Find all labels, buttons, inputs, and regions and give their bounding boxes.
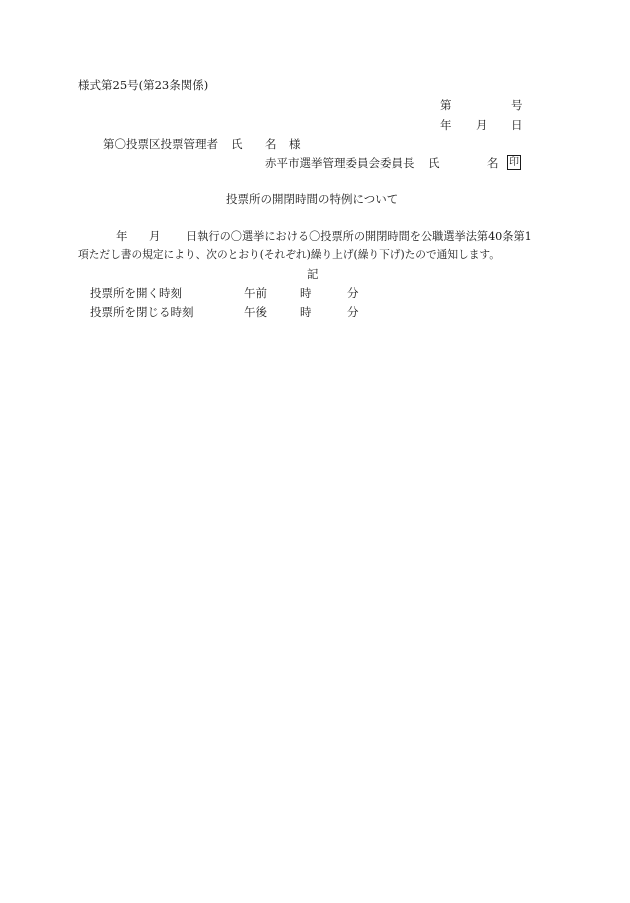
body-line-2: 項ただし書の規定により、次のとおり(それぞれ)繰り上げ(繰り下げ)たので通知します。 xyxy=(78,248,500,261)
schedule-label: 投票所を閉じる時刻 xyxy=(90,305,194,319)
addressee-title: 第〇投票区投票管理者 xyxy=(103,137,218,151)
sender-title: 赤平市選挙管理委員会委員長 xyxy=(265,156,415,170)
schedule-hour: 時 xyxy=(300,286,312,300)
form-label: 様式第25号(第23条関係) xyxy=(78,78,209,92)
subject-title: 投票所の開閉時間の特例について xyxy=(226,192,399,206)
schedule-minute: 分 xyxy=(347,286,359,300)
date-day: 日 xyxy=(511,118,523,132)
body-line-1: 日執行の〇選挙における〇投票所の開閉時間を公職選挙法第40条第1 xyxy=(186,230,532,243)
body-year: 年 xyxy=(116,229,128,243)
ki-label: 記 xyxy=(307,267,319,281)
addressee-name-1: 氏 xyxy=(231,137,243,151)
schedule-period: 午後 xyxy=(244,305,267,319)
date-year: 年 xyxy=(440,118,452,132)
doc-number-suffix: 号 xyxy=(511,98,523,112)
sender-name-2: 名 xyxy=(487,156,499,170)
doc-number-prefix: 第 xyxy=(440,98,452,112)
seal-mark xyxy=(507,155,521,170)
date-month: 月 xyxy=(476,118,488,132)
addressee-name-2: 名 xyxy=(265,137,277,151)
schedule-label: 投票所を開く時刻 xyxy=(90,286,182,300)
seal-mark-text: 印 xyxy=(509,157,519,168)
schedule-hour: 時 xyxy=(300,305,312,319)
sender-name-1: 氏 xyxy=(428,156,440,170)
body-month: 月 xyxy=(149,229,161,243)
schedule-minute: 分 xyxy=(347,305,359,319)
schedule-period: 午前 xyxy=(244,286,267,300)
addressee-honorific: 様 xyxy=(289,137,301,151)
